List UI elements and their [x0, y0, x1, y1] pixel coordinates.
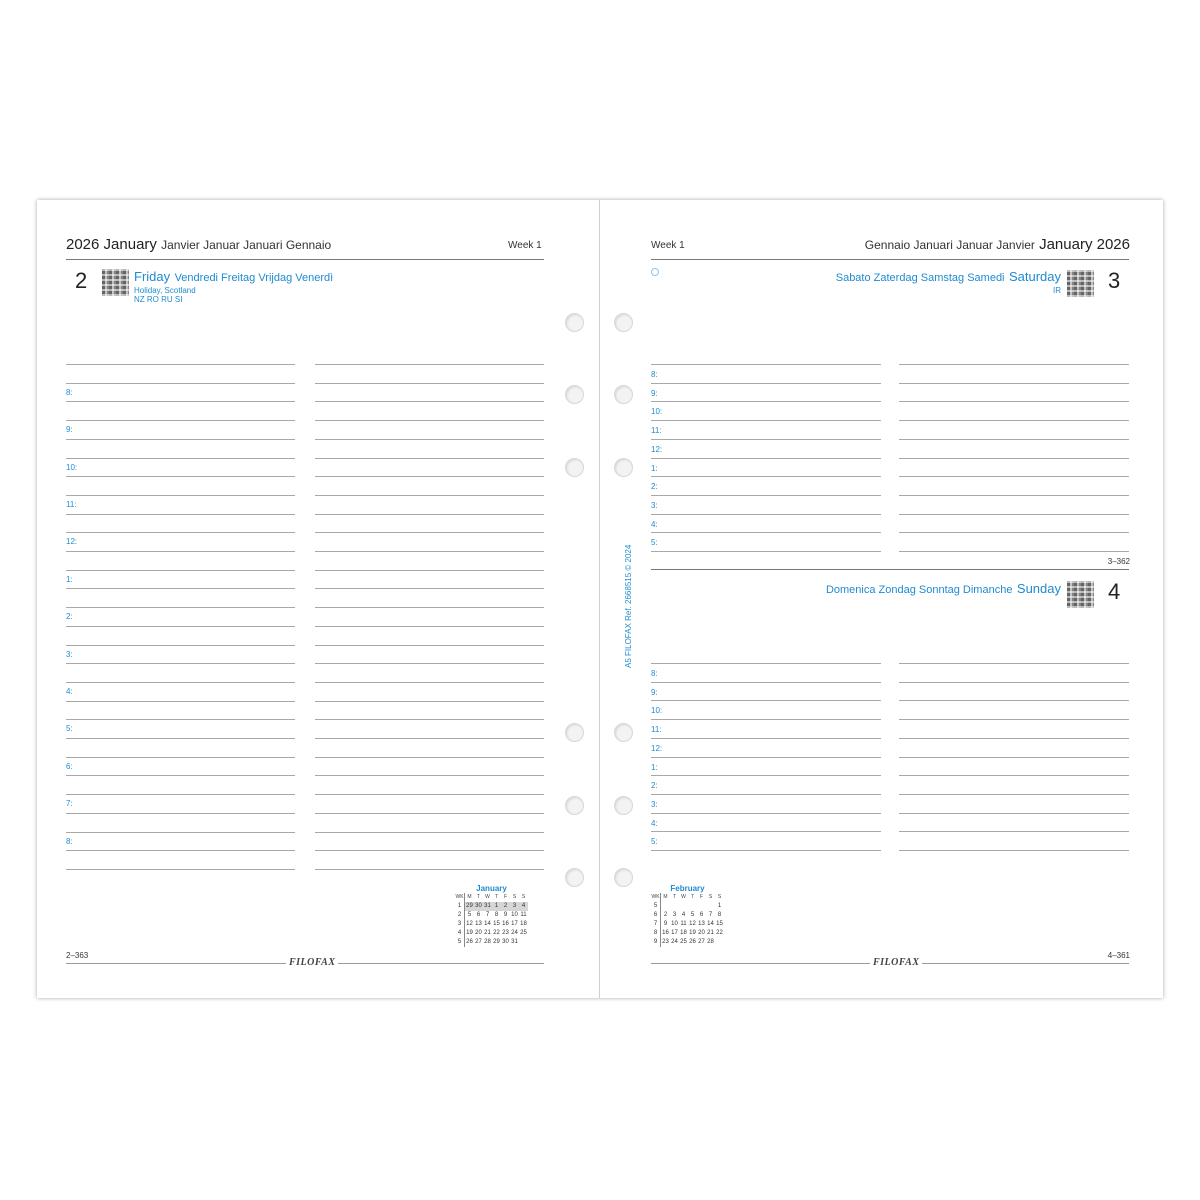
mini-calendar-day: 16 [662, 930, 669, 936]
hour-label: 3: [651, 800, 658, 809]
ruled-line [651, 813, 881, 814]
ruled-line [66, 495, 295, 496]
spine-reference-text: A5 FILOFAX Ref. 2668515 © 2024 [624, 544, 633, 668]
mini-calendar-day: 30 [475, 903, 482, 909]
ruled-line [315, 420, 544, 421]
ruled-line [315, 645, 544, 646]
mini-calendar-day: 31 [511, 939, 518, 945]
mini-calendar-day: 15 [716, 921, 723, 927]
day-count: 3–362 [1107, 557, 1130, 566]
mini-calendar-day: 8 [494, 912, 499, 918]
mini-calendar-day: 2 [663, 912, 668, 918]
ruled-line [899, 794, 1129, 795]
ruled-line [899, 439, 1129, 440]
mini-calendar-header: T [494, 894, 499, 900]
ruled-line [315, 383, 544, 384]
ruled-line [899, 551, 1129, 552]
ruled-line [66, 607, 295, 608]
mini-calendar-day: 25 [680, 939, 687, 945]
ruled-line [651, 700, 881, 701]
mini-calendar-day [706, 902, 715, 911]
month-label: January [103, 236, 157, 253]
punch-hole [614, 723, 633, 742]
day-number: 4 [1108, 579, 1121, 604]
mini-calendar-day: 27 [698, 939, 705, 945]
ruled-line [899, 495, 1129, 496]
mini-calendar-day: 5 [467, 912, 472, 918]
hour-label: 12: [66, 537, 78, 546]
day-translations: Sabato Zaterdag Samstag Samedi [835, 272, 1005, 284]
hour-label: 12: [651, 445, 663, 454]
ruled-line [66, 439, 295, 440]
saturday-heading [836, 268, 1061, 286]
hour-label: 5: [66, 724, 73, 733]
mini-calendar-day: 28 [707, 939, 714, 945]
filofax-logo: FILOFAX [870, 957, 922, 968]
punch-hole [614, 796, 633, 815]
hour-label: 8: [651, 669, 658, 678]
mini-calendar-january [455, 884, 528, 947]
ruled-line [899, 663, 1129, 664]
hour-label: 4: [651, 819, 658, 828]
punch-hole [614, 458, 633, 477]
mini-calendar-day: 7 [485, 912, 490, 918]
hour-label: 10: [651, 407, 663, 416]
mini-calendar-day: 27 [475, 939, 482, 945]
ruled-line [315, 775, 544, 776]
mini-calendar-day: 12 [466, 921, 473, 927]
ruled-line [651, 719, 881, 720]
ruled-line [651, 514, 881, 515]
ruled-line [315, 588, 544, 589]
ruled-line [651, 738, 881, 739]
mini-calendar-day: 19 [689, 930, 696, 936]
ruled-line [315, 458, 544, 459]
country-codes: IR [1053, 286, 1061, 295]
day-name: Saturday [1008, 269, 1061, 284]
ruled-line [899, 831, 1129, 832]
mini-calendar-day: 29 [466, 903, 473, 909]
week-label: Week 1 [508, 240, 542, 251]
mini-calendar-day: 1 [717, 903, 722, 909]
ruled-line [315, 813, 544, 814]
ruled-line [66, 420, 295, 421]
punch-hole [565, 723, 584, 742]
mini-calendar-day: 13 [475, 921, 482, 927]
qr-code-icon [1067, 270, 1094, 297]
hour-label: 10: [651, 706, 663, 715]
ruled-line [899, 401, 1129, 402]
mini-calendar-day: 4 [519, 902, 528, 911]
ruled-line [66, 476, 295, 477]
mini-calendar-day: 24 [671, 939, 678, 945]
ruled-line [315, 551, 544, 552]
mini-calendar-day: 9 [503, 912, 508, 918]
ruled-line [899, 813, 1129, 814]
mini-calendar-week-number: 6 [651, 911, 661, 920]
ruled-line [315, 719, 544, 720]
mini-calendar-week-number: 5 [455, 938, 465, 947]
hour-label: 8: [651, 370, 658, 379]
ruled-line [899, 532, 1129, 533]
ruled-line [899, 682, 1129, 683]
mini-calendar-day: 3 [510, 902, 519, 911]
mini-calendar-day: 5 [690, 912, 695, 918]
mini-calendar-day: 17 [511, 921, 518, 927]
hour-label: 3: [651, 501, 658, 510]
mini-calendar-header: M [467, 894, 472, 900]
day-number: 2 [75, 268, 88, 293]
mini-calendar-day: 13 [698, 921, 705, 927]
left-header-title [66, 236, 331, 253]
punch-hole [614, 385, 633, 404]
mini-calendar-header: WK [455, 894, 464, 900]
mini-calendar-header: S [717, 894, 722, 900]
ruled-line [66, 738, 295, 739]
hour-label: 4: [66, 687, 73, 696]
ruled-line [66, 588, 295, 589]
month-translations: Gennaio Januari Januar Janvier [864, 238, 1035, 252]
ruled-line [315, 570, 544, 571]
mini-calendar-day: 21 [484, 930, 491, 936]
ruled-line [315, 514, 544, 515]
punch-hole [565, 868, 584, 887]
ruled-line [651, 551, 881, 552]
hour-label: 8: [66, 837, 73, 846]
ruled-line [66, 775, 295, 776]
ruled-line [651, 831, 881, 832]
mini-calendar-week-number: 8 [651, 929, 661, 938]
mini-calendar-day: 14 [484, 921, 491, 927]
ruled-line [651, 495, 881, 496]
mini-calendar-title: January [476, 884, 507, 893]
mini-calendar-header: T [690, 894, 695, 900]
mini-calendar-day: 23 [662, 939, 669, 945]
hour-label: 5: [651, 837, 658, 846]
hour-label: 4: [651, 520, 658, 529]
mini-calendar-header: F [503, 894, 508, 900]
day-name: Friday [134, 269, 171, 284]
ruled-line [66, 701, 295, 702]
ruled-line [66, 869, 295, 870]
mini-calendar-day: 9 [663, 921, 668, 927]
hour-label: 8: [66, 388, 73, 397]
ruled-line [899, 420, 1129, 421]
ruled-line [651, 458, 881, 459]
mini-calendar-day [715, 938, 724, 947]
ruled-line [899, 757, 1129, 758]
week-label: Week 1 [651, 240, 685, 251]
punch-hole [614, 313, 633, 332]
day-translations: Vendredi Freitag Vrijdag Venerdì [174, 272, 334, 284]
mini-calendar-header: S [512, 894, 517, 900]
mini-calendar-title: February [670, 884, 705, 893]
ruled-line [899, 383, 1129, 384]
ruled-line [66, 626, 295, 627]
holiday-note: Holiday, Scotland [134, 286, 196, 295]
mini-calendar-day: 23 [502, 930, 509, 936]
ruled-line [315, 495, 544, 496]
ruled-line [899, 476, 1129, 477]
mini-calendar-week-number: 4 [455, 929, 465, 938]
ruled-line [899, 850, 1129, 851]
hour-label: 9: [651, 688, 658, 697]
hour-label: 11: [651, 725, 662, 734]
planner-spread [37, 200, 1163, 998]
page-number: 2–363 [66, 951, 89, 960]
ruled-line [66, 551, 295, 552]
ruled-line [315, 738, 544, 739]
ruled-line [651, 663, 881, 664]
mini-calendar-header: W [485, 894, 490, 900]
hour-label: 2: [651, 781, 658, 790]
mini-calendar-day: 10 [511, 912, 518, 918]
ruled-line [66, 813, 295, 814]
mini-calendar-day [519, 938, 528, 947]
sunday-heading [826, 580, 1061, 598]
mini-calendar-day: 15 [493, 921, 500, 927]
mini-calendar-day: 26 [466, 939, 473, 945]
ruled-line [66, 532, 295, 533]
mini-calendar-week-number: 3 [455, 920, 465, 929]
ruled-line [651, 476, 881, 477]
hour-label: 3: [66, 650, 73, 659]
ruled-line [66, 458, 295, 459]
mini-calendar-day: 20 [475, 930, 482, 936]
mini-calendar-day: 31 [484, 903, 491, 909]
mini-calendar-day: 29 [493, 939, 500, 945]
ruled-line [315, 832, 544, 833]
mini-calendar-day [688, 902, 697, 911]
mini-calendar-day: 30 [502, 939, 509, 945]
ruled-line [899, 458, 1129, 459]
mini-calendar-week-number: 9 [651, 938, 661, 947]
ruled-line [66, 757, 295, 758]
day-translations: Domenica Zondag Sonntag Dimanche [825, 584, 1013, 596]
ruled-line [651, 364, 881, 365]
ruled-line [66, 570, 295, 571]
ruled-line [315, 476, 544, 477]
hour-label: 5: [651, 538, 658, 547]
hour-label: 11: [651, 426, 662, 435]
ruled-line [66, 645, 295, 646]
mini-calendar-day: 3 [672, 912, 677, 918]
hour-label: 9: [66, 425, 73, 434]
hour-label: 1: [651, 464, 658, 473]
ruled-line [66, 514, 295, 515]
mini-calendar-week-number: 7 [651, 920, 661, 929]
mini-calendar-week-number: 5 [651, 902, 661, 911]
mini-calendar-day: 6 [699, 912, 704, 918]
page-number: 4–361 [1107, 951, 1130, 960]
ruled-line [66, 719, 295, 720]
hour-label: 12: [651, 744, 663, 753]
hour-label: 6: [66, 762, 73, 771]
ruled-line [66, 364, 295, 365]
mini-calendar-header: M [663, 894, 668, 900]
mini-calendar-day [661, 902, 671, 911]
mini-calendar-header: S [708, 894, 713, 900]
mini-calendar-day: 2 [501, 902, 510, 911]
hour-label: 11: [66, 500, 77, 509]
mini-calendar-day: 18 [680, 930, 687, 936]
ruled-line [315, 682, 544, 683]
mini-calendar-day: 4 [681, 912, 686, 918]
month-label: January [1039, 236, 1093, 253]
ruled-line [651, 682, 881, 683]
mini-calendar-day: 6 [476, 912, 481, 918]
qr-code-icon [1067, 581, 1094, 608]
ruled-line [66, 682, 295, 683]
ruled-line [315, 439, 544, 440]
ruled-line [315, 869, 544, 870]
hour-label: 1: [651, 763, 658, 772]
ruled-line [899, 514, 1129, 515]
ruled-line [315, 532, 544, 533]
punch-hole [565, 385, 584, 404]
ruled-line [66, 832, 295, 833]
mini-calendar-day: 22 [493, 930, 500, 936]
hour-label: 9: [651, 389, 658, 398]
qr-code-icon [102, 269, 129, 296]
mini-calendar-day: 20 [698, 930, 705, 936]
ruled-line [899, 700, 1129, 701]
mini-calendar-day: 22 [716, 930, 723, 936]
circle-bullet-icon [651, 268, 659, 276]
ruled-line [315, 626, 544, 627]
hour-label: 1: [66, 575, 73, 584]
ruled-line [66, 794, 295, 795]
mini-calendar-day: 24 [511, 930, 518, 936]
mini-calendar-day [679, 902, 688, 911]
mini-calendar-day: 8 [717, 912, 722, 918]
day-heading [134, 268, 333, 286]
ruled-line [315, 364, 544, 365]
hour-label: 2: [66, 612, 73, 621]
mini-calendar-day: 26 [689, 939, 696, 945]
mini-calendar-day [670, 902, 679, 911]
ruled-line [66, 383, 295, 384]
ruled-line [651, 401, 881, 402]
mini-calendar-day: 21 [707, 930, 714, 936]
ruled-line [651, 420, 881, 421]
mini-calendar-header: F [699, 894, 704, 900]
header-rule [66, 259, 544, 260]
filofax-logo: FILOFAX [286, 957, 338, 968]
mini-calendar-day: 12 [689, 921, 696, 927]
mini-calendar-day: 10 [671, 921, 678, 927]
mini-calendar-day [697, 902, 706, 911]
mini-calendar-header: T [672, 894, 677, 900]
mini-calendar-day: 16 [502, 921, 509, 927]
year-label: 2026 [66, 236, 100, 253]
punch-hole [565, 796, 584, 815]
mini-calendar-header: T [476, 894, 481, 900]
mini-calendar-day: 11 [520, 912, 527, 918]
day-number: 3 [1108, 268, 1121, 293]
ruled-line [315, 663, 544, 664]
ruled-line [899, 719, 1129, 720]
ruled-line [66, 663, 295, 664]
ruled-line [66, 401, 295, 402]
mini-calendar-day: 11 [680, 921, 687, 927]
ruled-line [651, 757, 881, 758]
mini-calendar-day: 1 [492, 902, 501, 911]
ruled-line [651, 439, 881, 440]
ruled-line [315, 850, 544, 851]
mini-calendar-day: 18 [520, 921, 527, 927]
year-label: 2026 [1096, 236, 1130, 253]
mini-calendar-week-number: 2 [455, 911, 465, 920]
right-header-title [865, 236, 1130, 253]
ruled-line [651, 775, 881, 776]
ruled-line [899, 775, 1129, 776]
mini-calendar-day: 14 [707, 921, 714, 927]
mini-calendar-header: W [681, 894, 686, 900]
ruled-line [651, 850, 881, 851]
hour-label: 2: [651, 482, 658, 491]
ruled-line [315, 401, 544, 402]
header-rule [651, 259, 1129, 260]
punch-hole [614, 868, 633, 887]
ruled-line [651, 383, 881, 384]
punch-hole [565, 458, 584, 477]
mini-calendar-day: 19 [466, 930, 473, 936]
ruled-line [315, 701, 544, 702]
hour-label: 10: [66, 463, 78, 472]
ruled-line [315, 757, 544, 758]
day-name: Sunday [1016, 581, 1061, 596]
mini-calendar-february [651, 884, 724, 947]
ruled-line [66, 850, 295, 851]
mini-calendar-day: 28 [484, 939, 491, 945]
mini-calendar-header: S [521, 894, 526, 900]
mini-calendar-header: WK [651, 894, 660, 900]
mini-calendar-day: 7 [708, 912, 713, 918]
month-translations: Janvier Januar Januari Gennaio [161, 238, 332, 252]
ruled-line [651, 794, 881, 795]
ruled-line [315, 794, 544, 795]
ruled-line [315, 607, 544, 608]
hour-label: 7: [66, 799, 73, 808]
ruled-line [899, 364, 1129, 365]
spine-divider [599, 200, 600, 998]
day-divider-rule [651, 569, 1129, 570]
ruled-line [899, 738, 1129, 739]
ruled-line [651, 532, 881, 533]
country-codes: NZ RO RU SI [134, 295, 183, 304]
punch-hole [565, 313, 584, 332]
mini-calendar-day: 17 [671, 930, 678, 936]
mini-calendar-day: 25 [520, 930, 527, 936]
mini-calendar-week-number: 1 [455, 902, 465, 911]
